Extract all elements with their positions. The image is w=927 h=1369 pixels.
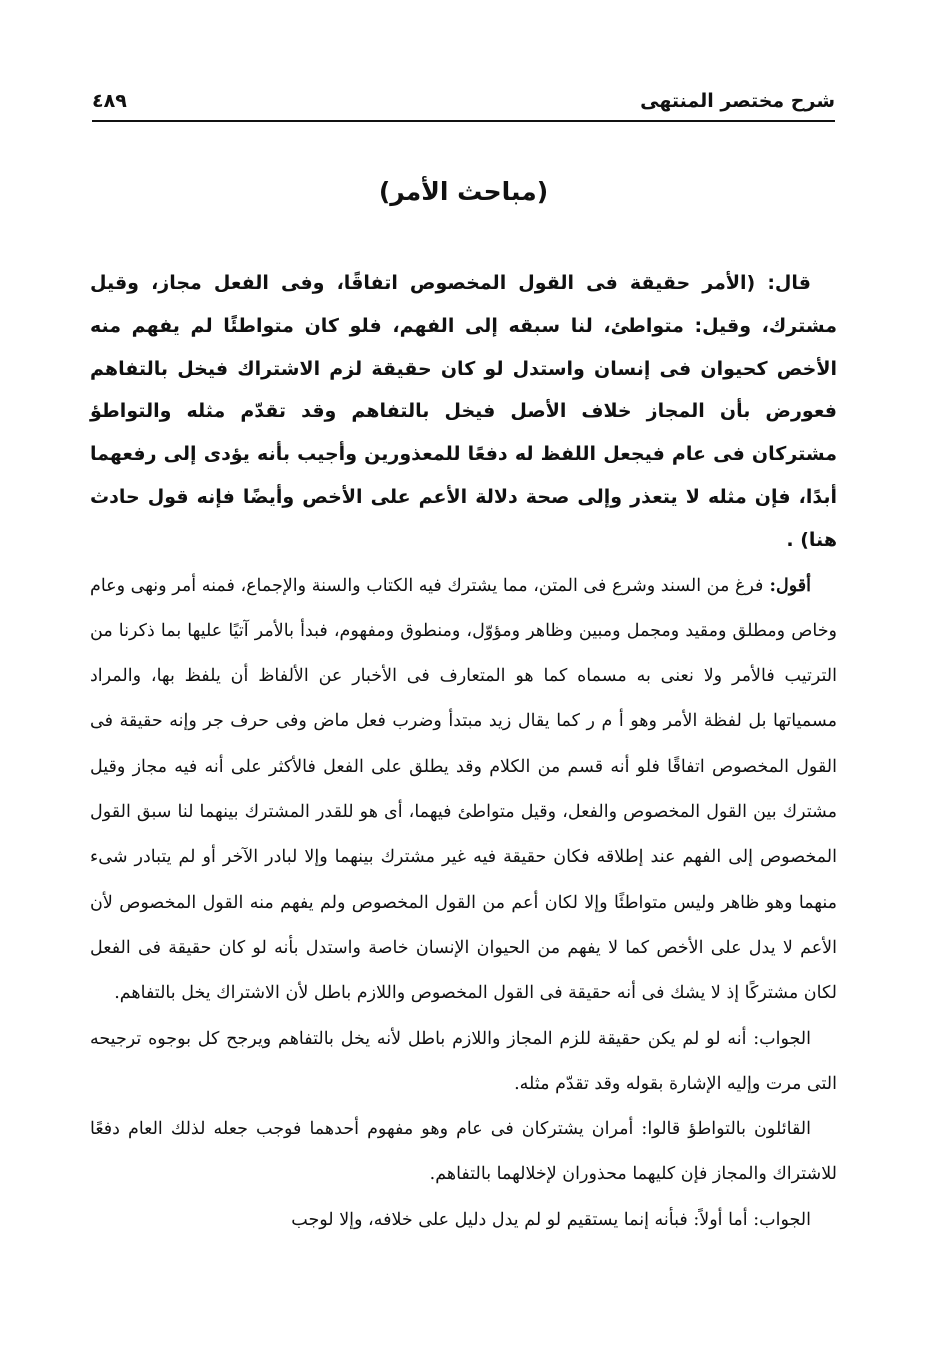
sharh-block — [90, 564, 837, 1243]
page-body — [90, 262, 837, 1243]
book-title: شرح مختصر المنتهى — [640, 90, 835, 112]
paragraph-text: الجواب: أما أولاً: فبأنه إنما يستقيم لو لم يدل دليل على خلافه، وإلا لوجب — [291, 1209, 811, 1230]
header-rule — [92, 120, 835, 122]
paragraph-text: فرغ من السند وشرع فى المتن، مما يشترك فيه الكتاب والسنة والإجماع، فمنه أمر ونهى وعام وخاص ومطلق ومقيد ومجمل ومبين وظاهر ومؤوّل، ومنطوق ومفهوم، فبدأ بالأمر آتيًا عليها بما ذكرنا من الترتيب فالأمر ولا نعنى به مسماه كما هو المتعارف فى الأخبار عن الألفاظ أن يلفظ بها، والمراد مسمياتها بل لفظة الأمر وهو أ م ر كما يقال زيد مبتدأ وضرب فعل ماض وفى حرف جر وإنه حقيقة فى القول المخصوص اتفاقًا فلو أنه قسم من الكلام وقد يطلق على الفعل فالأكثر على أنه فيه مجاز وقيل مشترك بين القول المخصوص والفعل، وقيل متواطئ فيهما، أى هو للقدر المشترك بينهما لنا سبق القول المخصوص إلى الفهم عند إطلاقه فكان حقيقة فيه غير مشترك بينهما وإلا لبادر الآخر أو لم يتبادر شىء منهما وهو ظاهر وليس متواطئًا وإلا لكان أعم من القول المخصوص ولم يفهم منه القول المخصوص لأن الأعم لا يدل على الأخص كما لا يفهم من الحيوان الإنسان خاصة واستدل بأنه لو كان حقيقة فى الفعل لكان مشتركًا إذ لا يشك فى أنه حقيقة فى القول المخصوص واللازم باطل لأن الاشتراك يخل بالتفاهم. — [90, 575, 837, 1004]
section-title: (مباحث الأمر) — [378, 177, 549, 206]
page-number: ٤٨٩ — [92, 90, 127, 112]
sharh-paragraph — [90, 1017, 837, 1108]
paragraph-text: القائلون بالتواطؤ قالوا: أمران يشتركان فى عام وهو مفهوم أحدهما فوجب جعله لذلك العام دفعًا للاشتراك والمجاز فإن كليهما محذوران لإخلالهما بالتفاهم. — [90, 1119, 837, 1185]
running-header — [92, 88, 835, 118]
paragraph-lead: أقول: — [763, 575, 811, 596]
sharh-paragraph — [90, 1107, 837, 1198]
paragraph-text: الجواب: أنه لو لم يكن حقيقة للزم المجاز واللازم باطل لأنه يخل بالتفاهم ويرجح كل بوجوه ترجيحه التى مرت وإليه الإشارة بقوله وقد تقدّم مثله. — [90, 1028, 837, 1094]
sharh-paragraph — [90, 564, 837, 1017]
matn-text: قال: (الأمر حقيقة فى القول المخصوص اتفاقًا، وفى الفعل مجاز، وقيل مشترك، وقيل: متواطئ، لنا سبقه إلى الفهم، فلو كان متواطئًا لم يفهم منه الأخص كحيوان فى إنسان واستدل لو كان حقيقة لزم الاشتراك فيخل بالتفاهم فعورض بأن المجاز خلاف الأصل فيخل بالتفاهم وقد تقدّم مثله والتواطؤ مشتركان فى عام فيجعل اللفظ له دفعًا للمعذورين وأجيب بأنه يؤدى إلى رفعهما أبدًا، فإن مثله لا يتعذر وإلى صحة دلالة الأعم على الأخص وأيضًا فإنه قول حادث هنا) . — [90, 272, 837, 551]
sharh-paragraph — [90, 1198, 837, 1243]
